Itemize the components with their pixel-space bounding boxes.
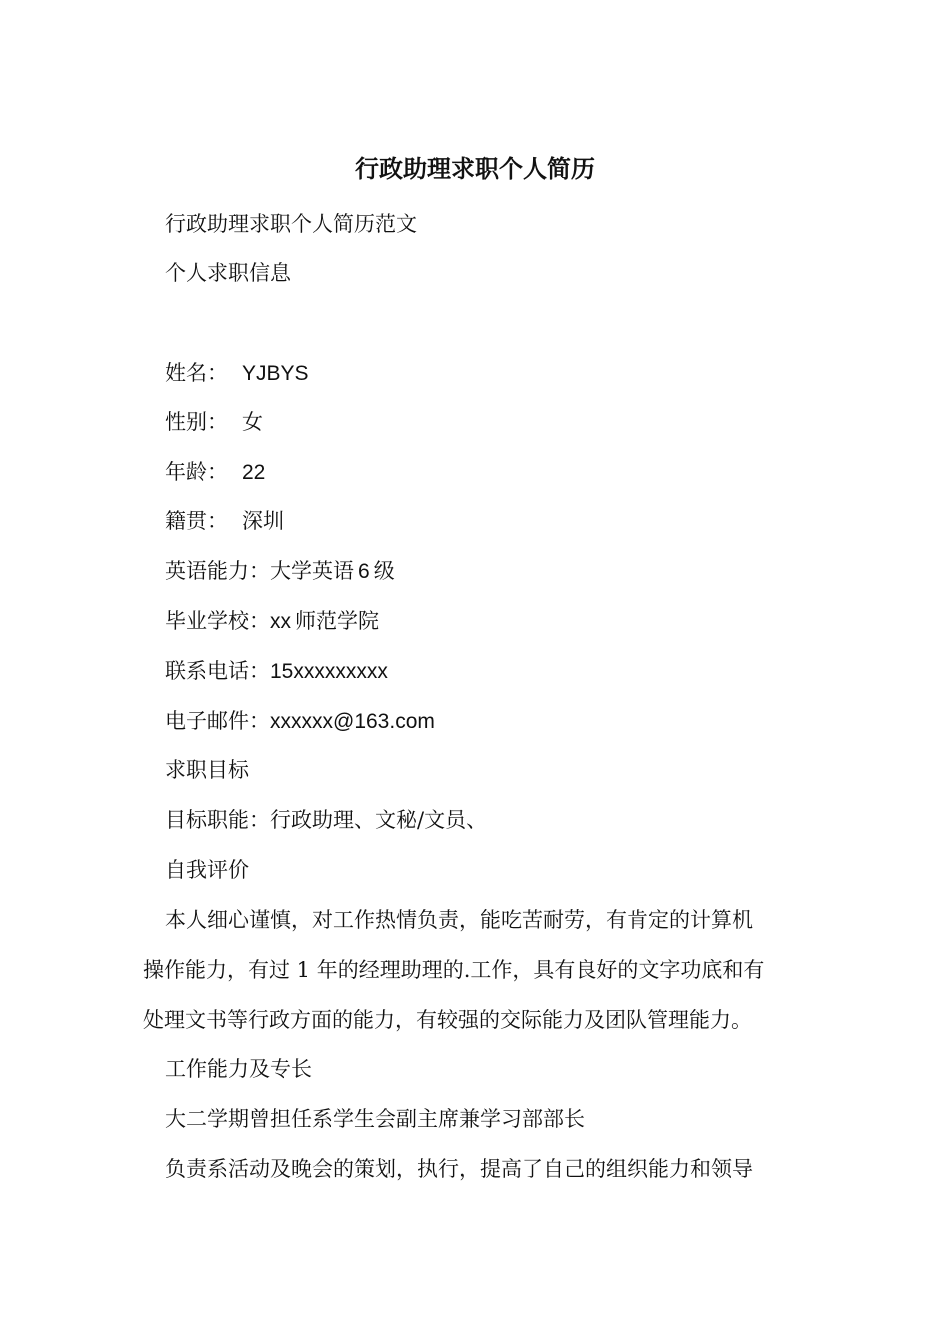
field-hometown (165, 506, 284, 536)
field-label: 姓名： (165, 361, 228, 385)
document-subtitle: 行政助理求职个人简历范文 (165, 212, 417, 236)
field-school (165, 606, 379, 637)
skills-line: 大二学期曾担任系学生会副主席兼学习部部长 (165, 1107, 585, 1131)
field-value-tail: 级 (373, 559, 395, 583)
field-value: 女 (242, 410, 263, 434)
field-value: 15xxxxxxxxx (270, 660, 388, 683)
section-heading-personal: 个人求职信息 (165, 261, 291, 285)
field-value: 大学英语 (270, 559, 354, 583)
field-label: 性别： (165, 410, 228, 434)
field-english (165, 556, 395, 587)
field-value: xxxxxx@163.com (270, 710, 435, 733)
field-value: 22 (242, 461, 266, 484)
field-label: 联系电话： (165, 659, 270, 683)
skills-paragraph-line: 负责系活动及晚会的策划，执行，提高了自己的组织能力和领导 (165, 1157, 753, 1181)
self-eval-line: 操作能力，有过 1 年的经理助理的.工作，具有良好的文字功底和有 (143, 958, 765, 982)
field-gender (165, 407, 263, 437)
self-eval-line: 处理文书等行政方面的能力，有较强的交际能力及团队管理能力。 (143, 1008, 752, 1032)
field-value: YJBYS (242, 362, 309, 385)
field-value: 深圳 (242, 509, 284, 533)
field-target-function (165, 805, 487, 835)
field-label: 目标职能： (165, 808, 270, 832)
document-title: 行政助理求职个人简历 (355, 154, 595, 183)
field-value: 行政助理、文秘/文员、 (270, 808, 488, 832)
field-age (165, 457, 265, 488)
field-email (165, 706, 435, 737)
field-label: 英语能力： (165, 559, 270, 583)
field-name (165, 358, 309, 389)
section-heading-goal: 求职目标 (165, 758, 249, 782)
section-heading-skills: 工作能力及专长 (165, 1057, 312, 1081)
field-label: 毕业学校： (165, 609, 270, 633)
field-label: 籍贯： (165, 509, 228, 533)
field-label: 年龄： (165, 460, 228, 484)
field-value-num: 6 (358, 560, 370, 583)
field-value: 师范学院 (295, 609, 379, 633)
field-value-latin: xx (270, 610, 291, 633)
field-label: 电子邮件： (165, 709, 270, 733)
field-phone (165, 656, 388, 687)
self-eval-line: 本人细心谨慎，对工作热情负责，能吃苦耐劳，有肯定的计算机 (165, 908, 753, 932)
section-heading-self-eval: 自我评价 (165, 858, 249, 882)
